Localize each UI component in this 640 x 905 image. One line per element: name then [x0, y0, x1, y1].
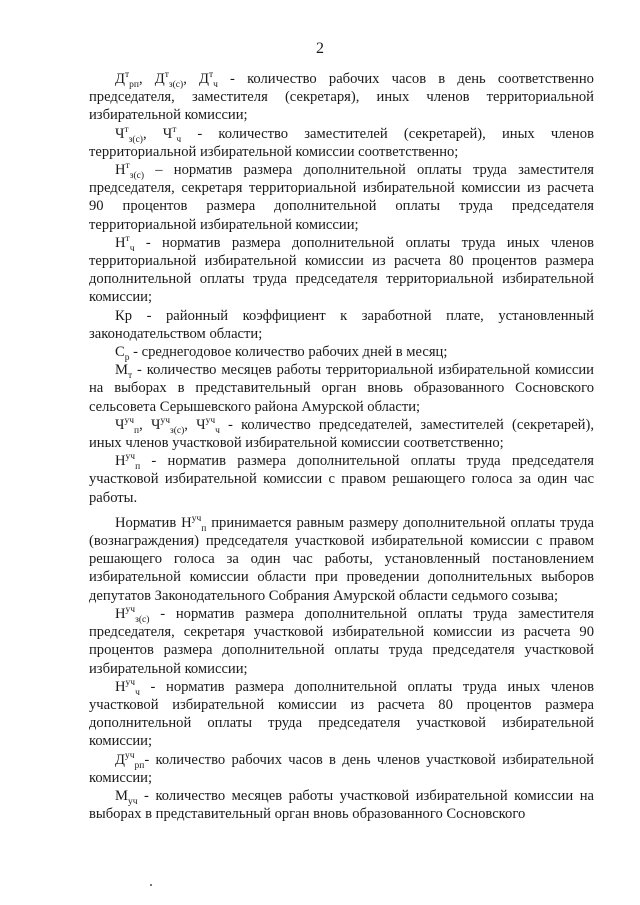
- definition-paragraph: [89, 234, 594, 307]
- formula-symbol: $Н^{уч}_п$: [115, 452, 141, 473]
- formula-symbol: $Ч^т_{з(с)}$, $Ч^т_ч$: [115, 124, 182, 145]
- definition-text: - количество рабочих часов в день членов участковой избирательной комиссии;: [89, 751, 594, 786]
- definition-text: - районный коэффициент к заработной плате, установленный законодательством области;: [89, 307, 594, 342]
- definition-text: - количество председателей, заместителей (секретарей), иных членов участковой избирательной комиссии соответственно;: [89, 416, 594, 452]
- definition-text: - количество рабочих часов в день соответственно председателя, заместителя (секретаря), иных членов территориальной избирательной комиссии;: [89, 71, 594, 124]
- document-body: [89, 70, 594, 823]
- formula-symbol: $Н^{уч}_{з(с)}$: [115, 605, 150, 625]
- definition-paragraph: [89, 361, 594, 416]
- definition-paragraph: [89, 452, 594, 507]
- definition-text: - норматив размера дополнительной оплаты труда иных членов участковой избирательной комиссии из расчета 80 процентов размера дополнительной оплаты труда председателя участковой избирательной комиссии;: [89, 678, 594, 750]
- definition-paragraph: [89, 416, 594, 452]
- definition-paragraph: [89, 125, 594, 161]
- formula-symbol: $С_р$: [115, 344, 130, 363]
- definition-text: - норматив размера дополнительной оплаты труда заместителя председателя, секретаря участковой избирательной комиссии из расчета 90 процентов размера дополнительной оплаты труда председателя участковой избирательной комиссии;: [89, 605, 594, 677]
- formula-symbol: $Н^т_{з(с)}$: [115, 161, 144, 181]
- formula-symbol: $М_{уч}$: [115, 787, 138, 807]
- definition-paragraph: [89, 343, 594, 361]
- formula-symbol: $Н^т_ч$: [115, 233, 135, 254]
- definition-paragraph: [89, 307, 594, 343]
- definition-text: - количество месяцев работы участковой избирательной комиссии на выборах в представительный орган вновь образованного Сосновского: [89, 787, 594, 823]
- formula-symbol: Норматив $Н^{уч}_п$: [115, 514, 207, 534]
- definition-text: - количество месяцев работы территориальной избирательной комиссии на выборах в представительный орган вновь образованного Сосновского сельсовета Серышевского района Амурской области;: [89, 362, 594, 415]
- definition-text: - количество заместителей (секретарей), иных членов территориальной избирательной комиссии соответственно;: [89, 125, 594, 160]
- definition-text: – норматив размера дополнительной оплаты труда заместителя председателя, секретаря территориальной избирательной комиссии из расчета 90 процентов размера дополнительной оплаты труда председателя территориальной избирательной комиссии;: [89, 162, 594, 233]
- definition-paragraph: [89, 751, 594, 787]
- scan-speck: [150, 884, 152, 886]
- definition-text: - среднегодовое количество рабочих дней в месяц;: [129, 344, 448, 361]
- definition-paragraph: [89, 514, 594, 605]
- formula-symbol: $Н^{уч}_ч$: [115, 677, 140, 698]
- page-number: 2: [316, 40, 324, 57]
- formula-symbol: Кр: [115, 307, 133, 324]
- definition-text: - норматив размера дополнительной оплаты труда председателя участковой избирательной комиссии с правом решающего голоса за один час работы.: [89, 453, 594, 506]
- definition-paragraph: [89, 70, 594, 125]
- formula-symbol: $Д^{уч}_{рп}$: [115, 750, 145, 771]
- formula-symbol: $Д^т_{рп}$, $Д^т_{з(с)}$, $Д^т_ч$: [115, 70, 218, 90]
- definition-text: принимается равным размеру дополнительной оплаты труда (вознаграждения) председателя участковой избирательной комиссии с правом решающего голоса за один час работы, установленный постановлением избирательной комиссии области при проведении дополнительных выборов депутатов Законодательного Собрания Амурской области седьмого созыва;: [89, 514, 594, 604]
- definition-paragraph: [89, 678, 594, 751]
- definition-paragraph: [89, 605, 594, 678]
- formula-symbol: $Ч^{уч}_п$, $Ч^{уч}_{з(с)}$, $Ч^{уч}_ч$: [115, 416, 220, 436]
- formula-symbol: $М_т$: [115, 362, 133, 382]
- definition-paragraph: [89, 161, 594, 234]
- definition-paragraph: [89, 787, 594, 823]
- definition-text: - норматив размера дополнительной оплаты труда иных членов территориальной избирательной комиссии из расчета 80 процентов размера дополнительной оплаты труда председателя территориальной избирательной комиссии;: [89, 234, 594, 306]
